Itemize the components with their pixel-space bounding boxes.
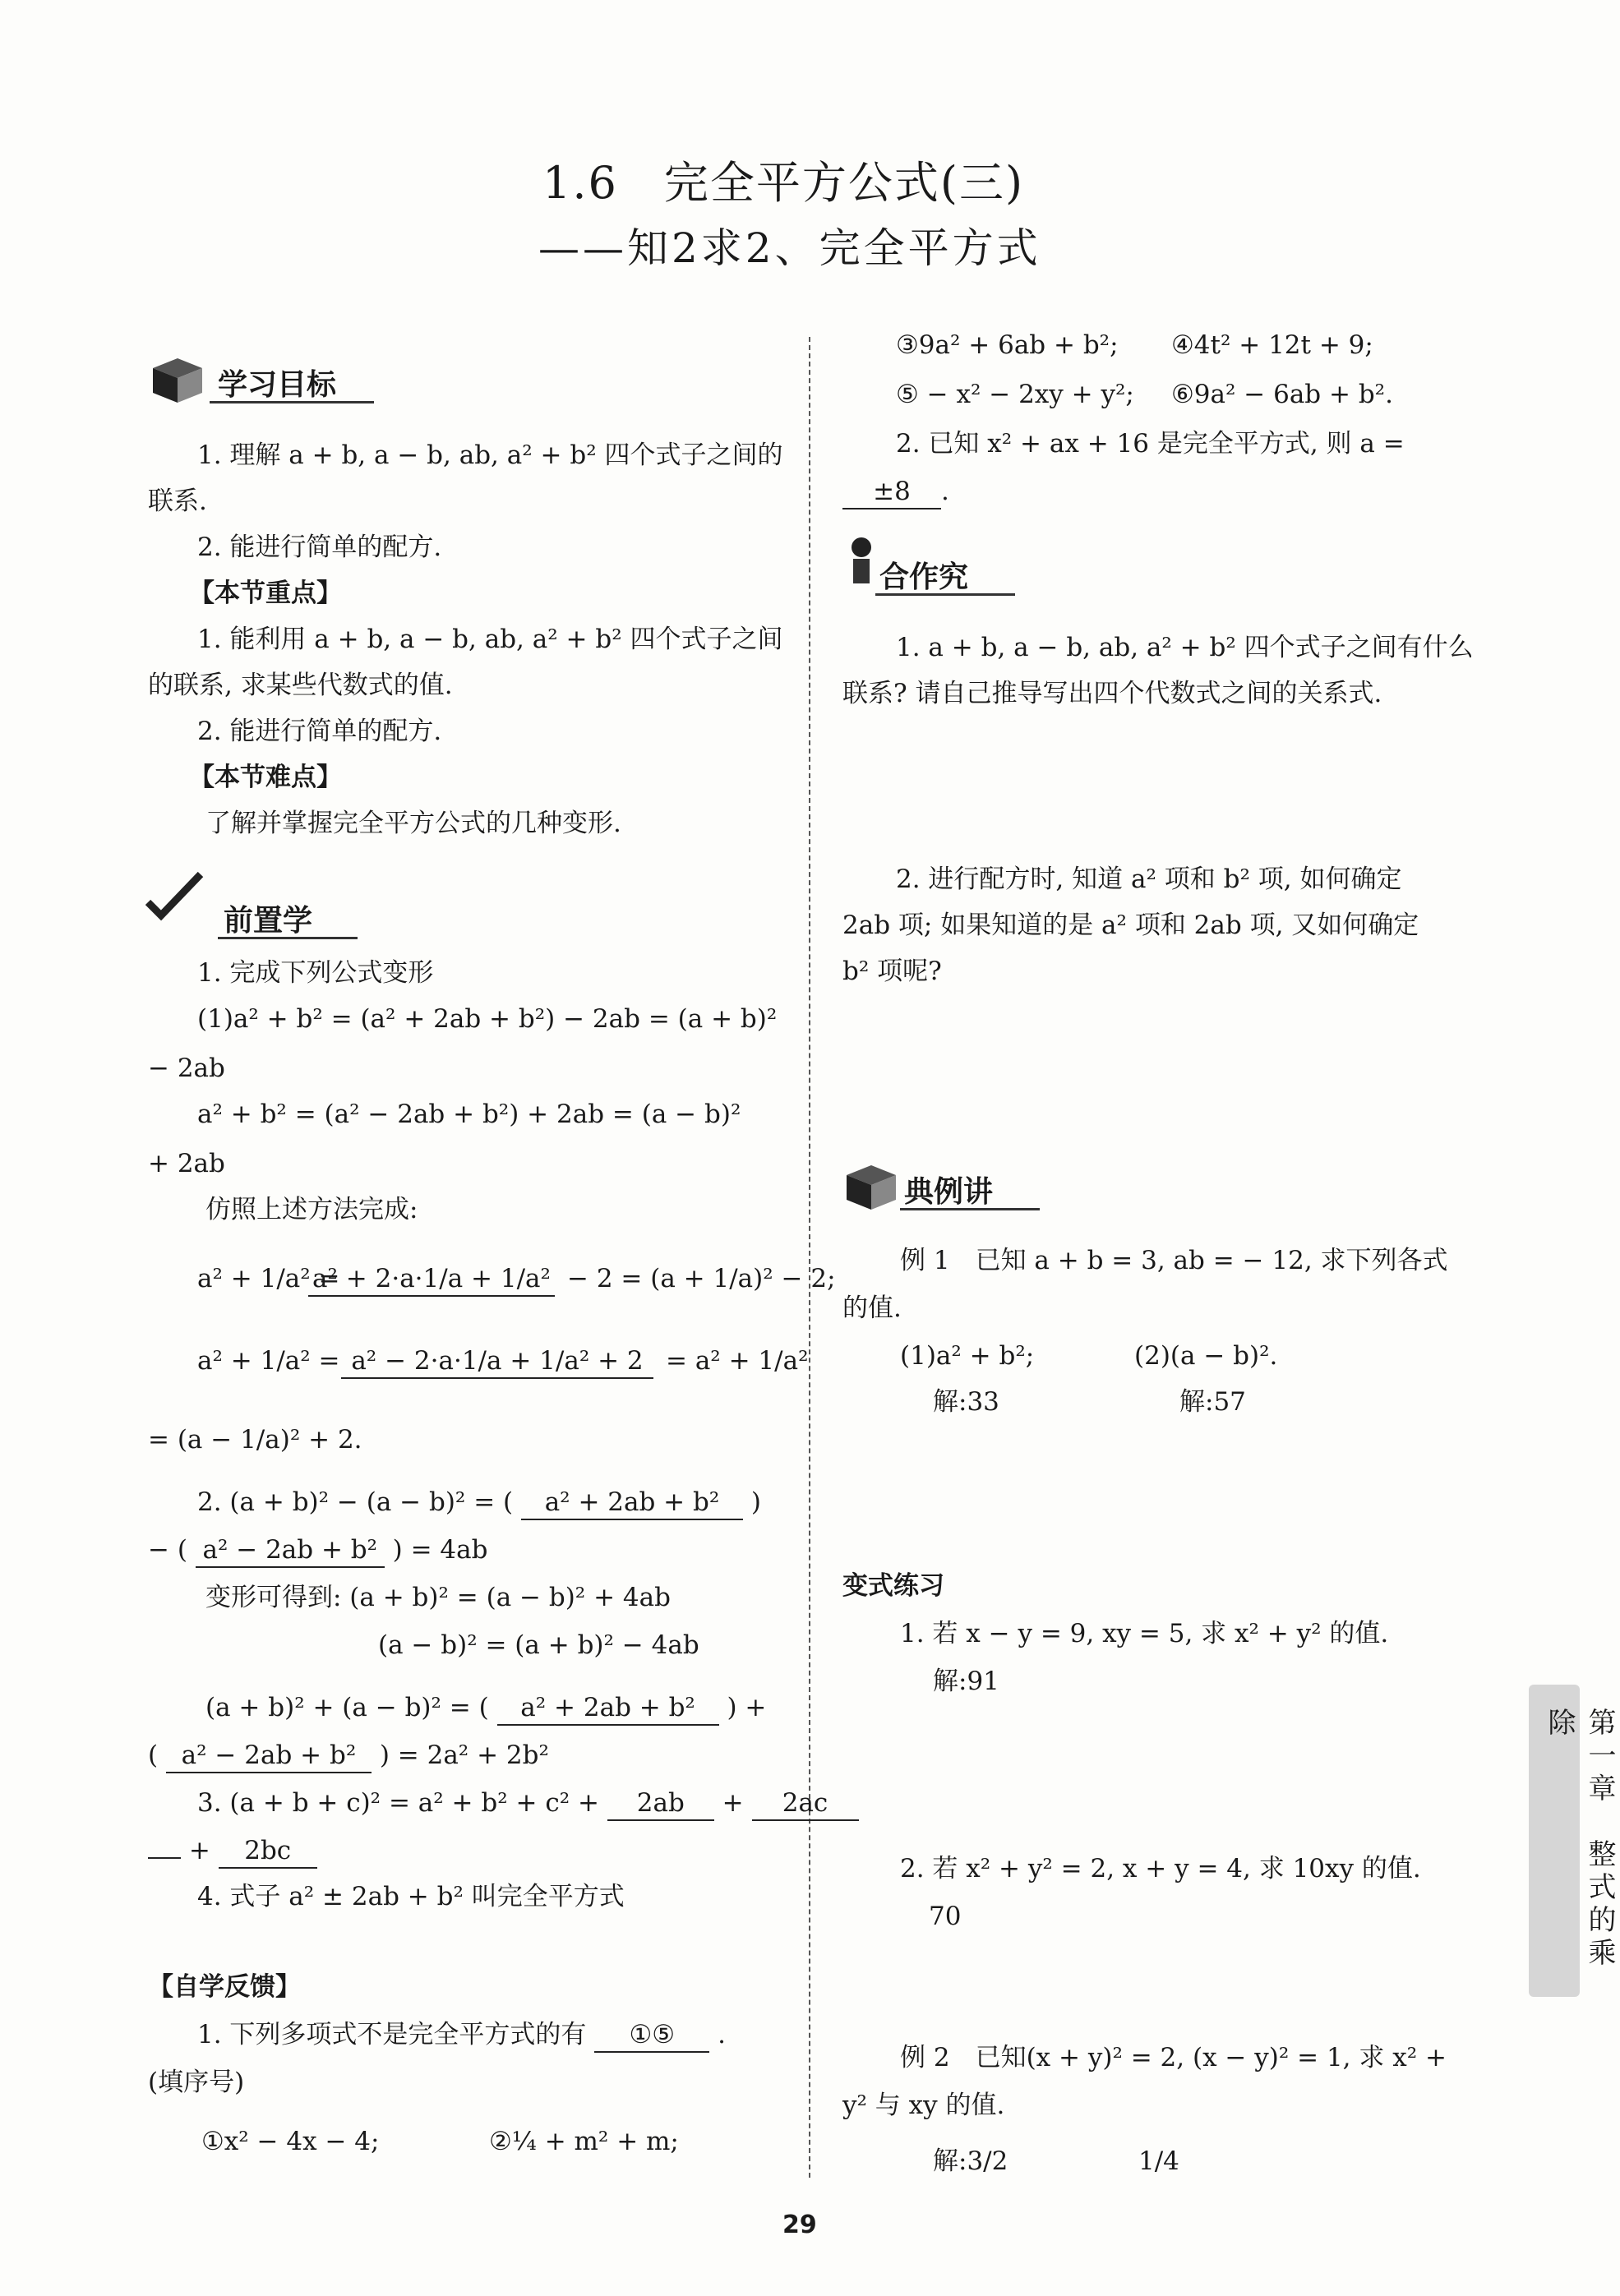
text: . — [718, 2020, 727, 2049]
answer-blank: ±8 — [842, 475, 941, 509]
column-divider — [809, 337, 810, 2178]
section-header-pre: 前置学 — [224, 904, 313, 938]
example-1-part-1: (1)a² + b²; — [900, 1341, 1035, 1371]
variant-1: 1. 若 x − y = 9, xy = 5, 求 x² + y² 的值. — [900, 1619, 1389, 1648]
text: 3. (a + b + c)² = a² + b² + c² + — [197, 1788, 599, 1818]
text: + — [188, 1836, 210, 1865]
example-2: 例 2 已知(x + y)² = 2, (x − y)² = 1, 求 x² + — [900, 2043, 1447, 2072]
formula-line-2-cont: + 2ab — [148, 1149, 225, 1178]
feedback-question-1-cont: (填序号) — [148, 2068, 245, 2097]
header-underline — [218, 937, 358, 939]
answer-blank: 2bc — [219, 1834, 317, 1869]
formula-line-5-lhs: a² + 1/a² = — [197, 1346, 340, 1376]
text: ( — [148, 1740, 159, 1770]
answer-blank — [148, 1857, 181, 1859]
text: ) + — [727, 1693, 767, 1722]
text: 1. 下列多项式不是完全平方式的有 — [197, 2020, 587, 2049]
pre-question-4: 4. 式子 a² ± 2ab + b² 叫完全平方式 — [197, 1882, 625, 1911]
option-3: ③9a² + 6ab + b²; — [896, 330, 1119, 360]
formula-line-2: a² + b² = (a² − 2ab + b²) + 2ab = (a − b)² — [197, 1100, 741, 1129]
option-2: ②¼ + m² + m; — [489, 2127, 679, 2156]
answer-blank: a² − 2ab + b² — [166, 1739, 372, 1773]
example-1-solution-1: 解:33 — [933, 1387, 999, 1417]
header-underline — [875, 593, 1015, 596]
pre-question-3 — [197, 1787, 859, 1821]
chapter-label: 第一章 整式的乘除 — [1543, 1708, 1616, 1971]
checkmark-icon — [143, 869, 207, 927]
option-6: ⑥9a² − 6ab + b². — [1171, 380, 1393, 409]
text: ) — [750, 1487, 761, 1517]
text: (a + b)² + (a − b)² = ( — [205, 1693, 489, 1722]
feedback-question-2-cont — [842, 475, 949, 509]
lesson-title: 1.6 完全平方公式(三) — [542, 157, 1025, 209]
coop-question-2: 2. 进行配方时, 知道 a² 项和 b² 项, 如何确定 — [896, 864, 1402, 894]
text: − ( — [148, 1535, 187, 1565]
cube-icon — [145, 352, 209, 409]
chapter-side-tab — [1529, 1685, 1616, 1997]
text: . — [941, 477, 949, 506]
key-point-2: 2. 能进行简单的配方. — [197, 717, 442, 746]
key-point-1-cont: 的联系, 求某些代数式的值. — [148, 671, 453, 700]
formula-line-1-cont: − 2ab — [148, 1053, 225, 1083]
variant-2-solution: 70 — [929, 1902, 962, 1931]
coop-question-2-cont2: b² 项呢? — [842, 957, 942, 986]
answer-blank: a² + 2·a·1/a + 1/a² — [308, 1262, 555, 1297]
imitate-instruction: 仿照上述方法完成: — [205, 1195, 418, 1224]
example-2-solution-2: 1/4 — [1138, 2146, 1179, 2176]
formula-line-6: = (a − 1/a)² + 2. — [148, 1425, 362, 1455]
section-header-goals: 学习目标 — [218, 368, 337, 402]
header-underline — [210, 401, 374, 403]
pre-question-2c: 变形可得到: (a + b)² = (a − b)² + 4ab — [205, 1583, 671, 1612]
example-2-cont: y² 与 xy 的值. — [842, 2091, 1005, 2120]
variant-1-solution: 解:91 — [933, 1667, 999, 1696]
answer-blank: a² + 2ab + b² — [497, 1691, 719, 1726]
formula-line-1: (1)a² + b² = (a² + 2ab + b²) − 2ab = (a + b)² — [197, 1004, 778, 1034]
pre-question-1: 1. 完成下列公式变形 — [197, 958, 434, 988]
pre-question-2a — [197, 1486, 761, 1520]
goal-1: 1. 理解 a + b, a − b, ab, a² + b² 四个式子之间的 — [197, 440, 783, 470]
coop-question-2-cont: 2ab 项; 如果知道的是 a² 项和 2ab 项, 又如何确定 — [842, 911, 1419, 940]
answer-blank: 2ab — [607, 1787, 714, 1821]
variant-2: 2. 若 x² + y² = 2, x + y = 4, 求 10xy 的值. — [900, 1854, 1421, 1883]
text: + — [722, 1788, 744, 1818]
text: ) = 4ab — [392, 1535, 488, 1565]
answer-blank: a² − 2·a·1/a + 1/a² + 2 — [341, 1344, 653, 1379]
goal-2: 2. 能进行简单的配方. — [197, 533, 442, 562]
option-4: ④4t² + 12t + 9; — [1171, 330, 1373, 360]
example-1-cont: 的值. — [842, 1293, 902, 1323]
key-point-1: 1. 能利用 a + b, a − b, ab, a² + b² 四个式子之间 — [197, 625, 783, 654]
key-points-heading: 【本节重点】 — [189, 579, 342, 608]
pre-question-2f — [148, 1739, 549, 1773]
formula-line-4-lhs: a² + 1/a² = — [197, 1264, 340, 1293]
lesson-subtitle: ——知2求2、完全平方式 — [538, 224, 1041, 272]
answer-blank: a² + 2ab + b² — [521, 1486, 743, 1520]
page-number: 29 — [782, 2211, 817, 2239]
variant-practice-heading: 变式练习 — [842, 1571, 944, 1601]
formula-line-4-rhs: − 2 = (a + 1/a)² − 2; — [567, 1264, 836, 1293]
text: 2. (a + b)² − (a − b)² = ( — [197, 1487, 514, 1517]
example-1-solution-2: 解:57 — [1179, 1387, 1246, 1417]
example-1-part-2: (2)(a − b)². — [1134, 1341, 1278, 1371]
feedback-question-1 — [197, 2018, 726, 2053]
coop-question-1: 1. a + b, a − b, ab, a² + b² 四个式子之间有什么 — [896, 633, 1474, 662]
feedback-question-2: 2. 已知 x² + ax + 16 是完全平方式, 则 a = — [896, 429, 1405, 459]
pre-question-2d: (a − b)² = (a + b)² − 4ab — [378, 1630, 699, 1660]
section-header-coop: 合作究 — [879, 560, 969, 594]
section-header-example: 典例讲 — [904, 1175, 994, 1209]
example-1: 例 1 已知 a + b = 3, ab = − 12, 求下列各式 — [900, 1246, 1448, 1275]
answer-blank: a² − 2ab + b² — [196, 1533, 385, 1568]
pre-question-2b — [148, 1533, 487, 1568]
goal-1-cont: 联系. — [148, 486, 207, 516]
formula-line-5-rhs: = a² + 1/a² — [666, 1346, 809, 1376]
option-5: ⑤ − x² − 2xy + y²; — [896, 380, 1134, 409]
example-2-solution-1: 解:3/2 — [933, 2146, 1008, 2176]
answer-blank: 2ac — [752, 1787, 859, 1821]
pre-question-3b — [148, 1834, 317, 1869]
answer-blank: ①⑤ — [594, 2018, 709, 2053]
feedback-heading: 【自学反馈】 — [148, 1972, 301, 2002]
option-1: ①x² − 4x − 4; — [201, 2127, 380, 2156]
difficulty-heading: 【本节难点】 — [189, 763, 342, 792]
text: ) = 2a² + 2b² — [379, 1740, 549, 1770]
cube-icon — [838, 1159, 902, 1216]
header-underline — [900, 1208, 1040, 1210]
difficulty-1: 了解并掌握完全平方公式的几种变形. — [205, 809, 621, 838]
pre-question-2e — [205, 1691, 766, 1726]
coop-question-1-cont: 联系? 请自己推导写出四个代数式之间的关系式. — [842, 679, 1382, 708]
